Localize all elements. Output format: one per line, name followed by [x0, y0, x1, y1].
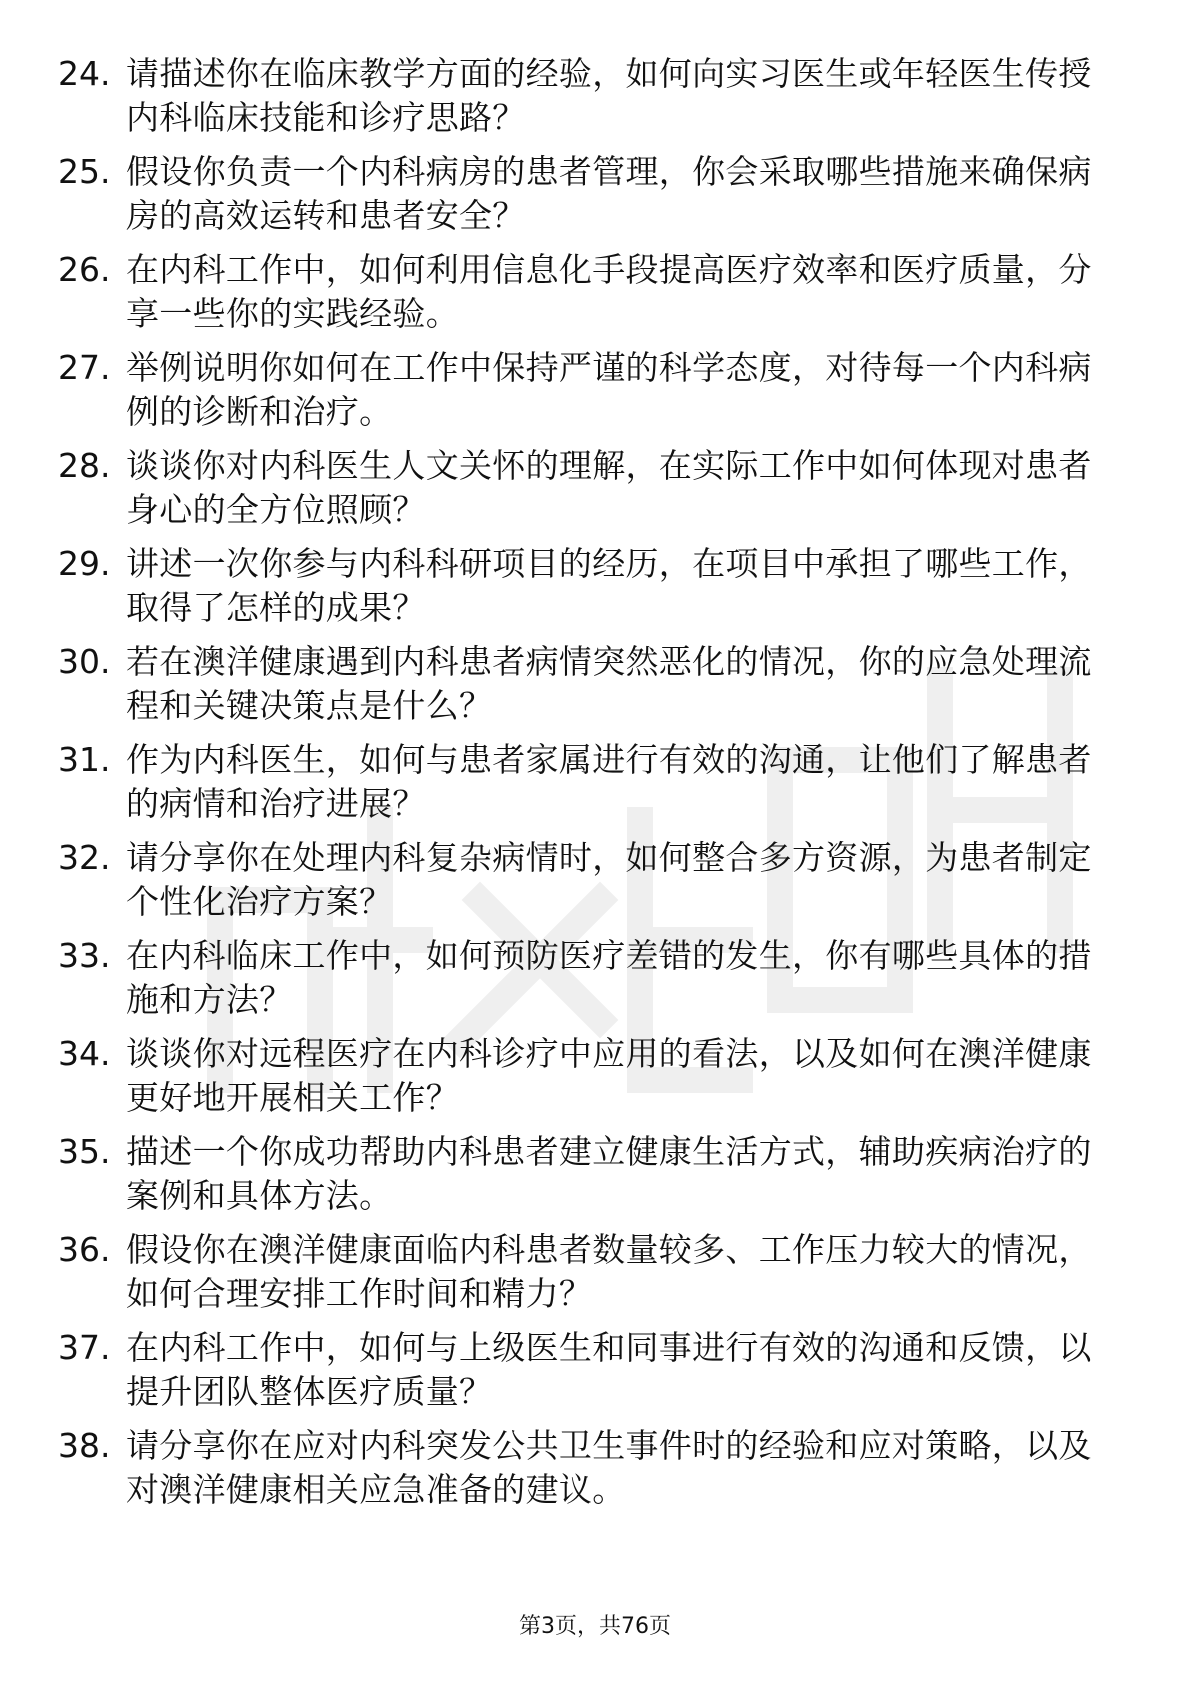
question-item: [58, 52, 1118, 150]
question-number: 27.: [58, 348, 111, 387]
question-item: [58, 1424, 1118, 1522]
question-item: [58, 1228, 1118, 1326]
question-text: 讲述一次你参与内科科研项目的经历，在项目中承担了哪些工作，取得了怎样的成果？: [126, 544, 1092, 627]
question-item: [58, 444, 1118, 542]
page-indicator: 第3页，共76页: [519, 1614, 671, 1639]
question-text: 若在澳洋健康遇到内科患者病情突然恶化的情况，你的应急处理流程和关键决策点是什么？: [126, 642, 1092, 725]
question-number: 36.: [58, 1230, 111, 1269]
question-text: 谈谈你对远程医疗在内科诊疗中应用的看法，以及如何在澳洋健康更好地开展相关工作？: [126, 1034, 1092, 1117]
question-item: [58, 738, 1118, 836]
question-text: 在内科工作中，如何与上级医生和同事进行有效的沟通和反馈，以提升团队整体医疗质量？: [126, 1328, 1092, 1411]
question-number: 29.: [58, 544, 111, 583]
question-item: [58, 150, 1118, 248]
question-number: 32.: [58, 838, 111, 877]
question-item: [58, 640, 1118, 738]
question-text: 假设你负责一个内科病房的患者管理，你会采取哪些措施来确保病房的高效运转和患者安全？: [126, 152, 1092, 235]
question-text: 请描述你在临床教学方面的经验，如何向实习医生或年轻医生传授内科临床技能和诊疗思路？: [126, 54, 1092, 137]
question-number: 28.: [58, 446, 111, 485]
question-number: 33.: [58, 936, 111, 975]
question-text: 作为内科医生，如何与患者家属进行有效的沟通，让他们了解患者的病情和治疗进展？: [126, 740, 1092, 823]
question-text: 谈谈你对内科医生人文关怀的理解，在实际工作中如何体现对患者身心的全方位照顾？: [126, 446, 1092, 529]
question-item: [58, 542, 1118, 640]
question-item: [58, 1326, 1118, 1424]
question-item: [58, 836, 1118, 934]
question-item: [58, 1032, 1118, 1130]
question-text: 在内科临床工作中，如何预防医疗差错的发生，你有哪些具体的措施和方法？: [126, 936, 1092, 1019]
question-number: 25.: [58, 152, 111, 191]
question-number: 34.: [58, 1034, 111, 1073]
question-text: 举例说明你如何在工作中保持严谨的科学态度，对待每一个内科病例的诊断和治疗。: [126, 348, 1092, 431]
question-number: 37.: [58, 1328, 111, 1367]
question-text: 在内科工作中，如何利用信息化手段提高医疗效率和医疗质量，分享一些你的实践经验。: [126, 250, 1092, 333]
question-number: 30.: [58, 642, 111, 681]
question-text: 请分享你在应对内科突发公共卫生事件时的经验和应对策略，以及对澳洋健康相关应急准备的建议。: [126, 1426, 1092, 1509]
question-item: [58, 934, 1118, 1032]
question-item: [58, 248, 1118, 346]
question-number: 31.: [58, 740, 111, 779]
question-text: 假设你在澳洋健康面临内科患者数量较多、工作压力较大的情况，如何合理安排工作时间和精力？: [126, 1230, 1092, 1313]
question-number: 24.: [58, 54, 111, 93]
question-text: 请分享你在处理内科复杂病情时，如何整合多方资源，为患者制定个性化治疗方案？: [126, 838, 1092, 921]
question-item: [58, 346, 1118, 444]
question-number: 35.: [58, 1132, 111, 1171]
question-list: [58, 52, 1118, 1522]
question-item: [58, 1130, 1118, 1228]
question-number: 38.: [58, 1426, 111, 1465]
question-text: 描述一个你成功帮助内科患者建立健康生活方式，辅助疾病治疗的案例和具体方法。: [126, 1132, 1092, 1215]
question-number: 26.: [58, 250, 111, 289]
